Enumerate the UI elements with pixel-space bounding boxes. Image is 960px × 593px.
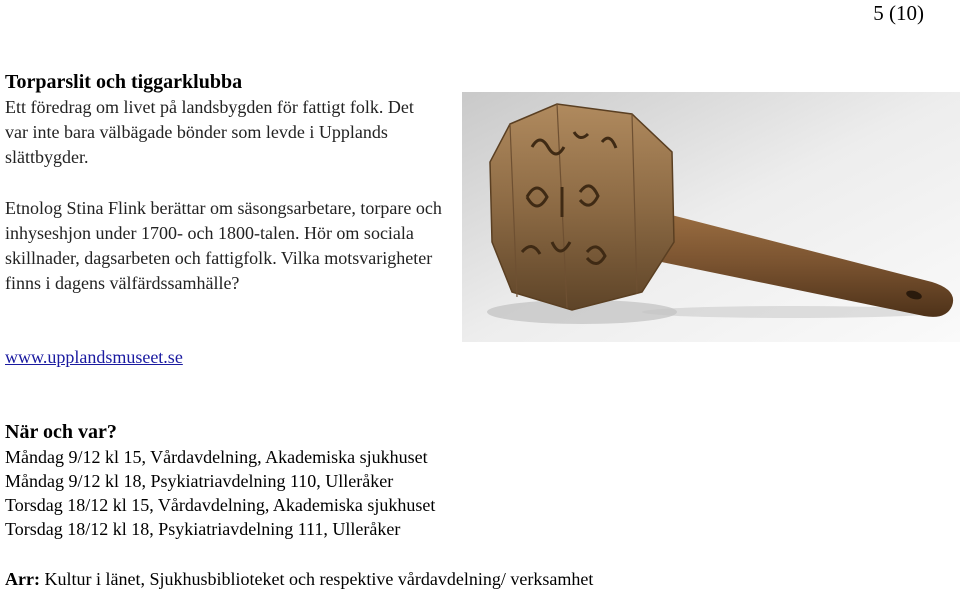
museum-link[interactable]: www.upplandsmuseet.se bbox=[5, 347, 183, 367]
organizers-text: Kultur i länet, Sjukhusbiblioteket och respektive vårdavdelning/ verksamhet bbox=[39, 569, 594, 589]
when-where-heading: När och var? bbox=[5, 421, 117, 443]
event-list bbox=[5, 445, 435, 541]
beggar-club-photo bbox=[462, 92, 960, 342]
page-number: 5 (10) bbox=[873, 1, 924, 25]
event-item: Måndag 9/12 kl 15, Vårdavdelning, Akademiska sjukhuset bbox=[5, 447, 428, 467]
organizers-label: Arr: bbox=[5, 569, 40, 589]
event-item: Torsdag 18/12 kl 15, Vårdavdelning, Akademiska sjukhuset bbox=[5, 495, 436, 515]
article-title: Torparslit och tiggarklubba bbox=[5, 71, 243, 93]
intro-paragraph: Ett föredrag om livet på landsbygden för fattigt folk. Det var inte bara välbägade bönder som levde i Upplands slättbygder. bbox=[5, 97, 414, 167]
event-item: Torsdag 18/12 kl 18, Psykiatriavdelning 111, Ulleråker bbox=[5, 519, 401, 539]
body-paragraph: Etnolog Stina Flink berättar om säsongsarbetare, torpare och inhyseshjon under 1700- och 1800-talen. Hör om sociala skillnader, dagsarbeten och fattigfolk. Vilka motsvarigheter finns i dagens välfärdssamhälle? bbox=[5, 198, 442, 293]
event-item: Måndag 9/12 kl 18, Psykiatriavdelning 110, Ulleråker bbox=[5, 471, 394, 491]
organizers-line bbox=[5, 567, 593, 591]
